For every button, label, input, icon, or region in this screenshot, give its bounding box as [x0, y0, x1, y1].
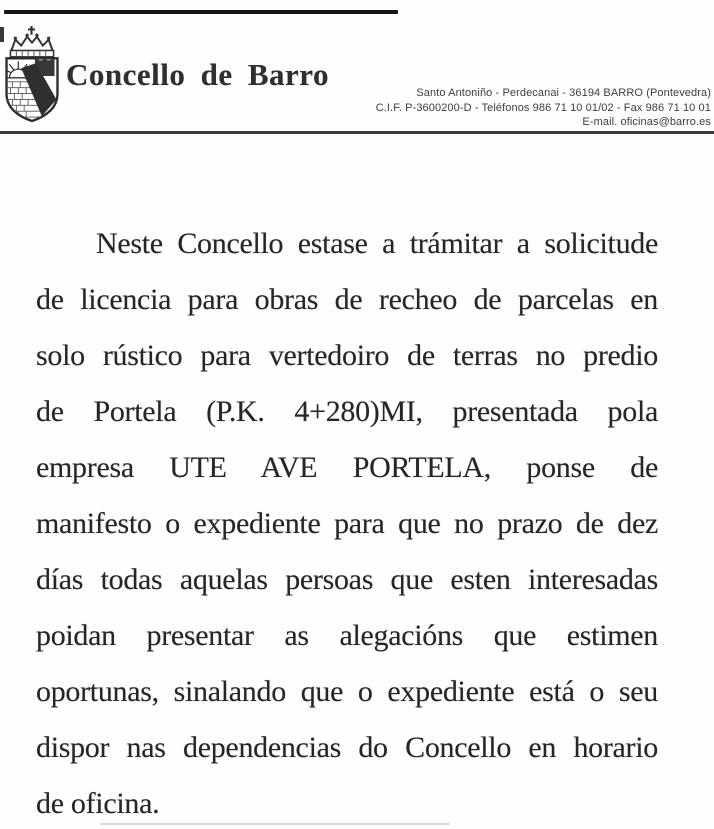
paragraph-line: Neste Concello estase a trámitar a solicitude [96, 227, 658, 260]
paragraph-line: poidan presentar as alegacións que estimen [36, 619, 658, 652]
paragraph-line: de licencia para obras de recheo de parcelas en [36, 283, 658, 316]
document-body [36, 216, 658, 829]
scan-artifact-bottom-line [100, 823, 450, 825]
paragraph-line: de oficina. [36, 787, 160, 820]
scan-artifact-top-line [4, 10, 398, 14]
paragraph-line: oportunas, sinalando que o expediente está o seu [36, 675, 658, 708]
header-divider [0, 131, 714, 134]
address-line: Santo Antoniño - Perdecanai - 36194 BARRO (Pontevedra) [416, 87, 711, 99]
paragraph [36, 216, 658, 829]
paragraph-line: manifesto o expediente para que no prazo de dez [36, 507, 658, 540]
address-line: C.I.F. P-3600200-D - Teléfonos 986 71 10 01/02 - Fax 986 71 10 01 [375, 101, 711, 114]
org-title: Concello de Barro [66, 57, 330, 92]
address-block [376, 86, 711, 130]
paragraph-line: días todas aquelas persoas que esten interesadas [36, 563, 658, 596]
paragraph-line: de Portela (P.K. 4+280)MI, presentada pola [36, 395, 658, 428]
paragraph-line: dispor nas dependencias do Concello en horario [36, 731, 658, 764]
paragraph-line: empresa UTE AVE PORTELA, ponse de [36, 451, 658, 484]
email-line: E-mail. oficinas@barro.es [582, 116, 711, 128]
paragraph-line: solo rústico para vertedoiro de terras no predio [36, 339, 658, 372]
coat-of-arms-icon [2, 25, 62, 123]
